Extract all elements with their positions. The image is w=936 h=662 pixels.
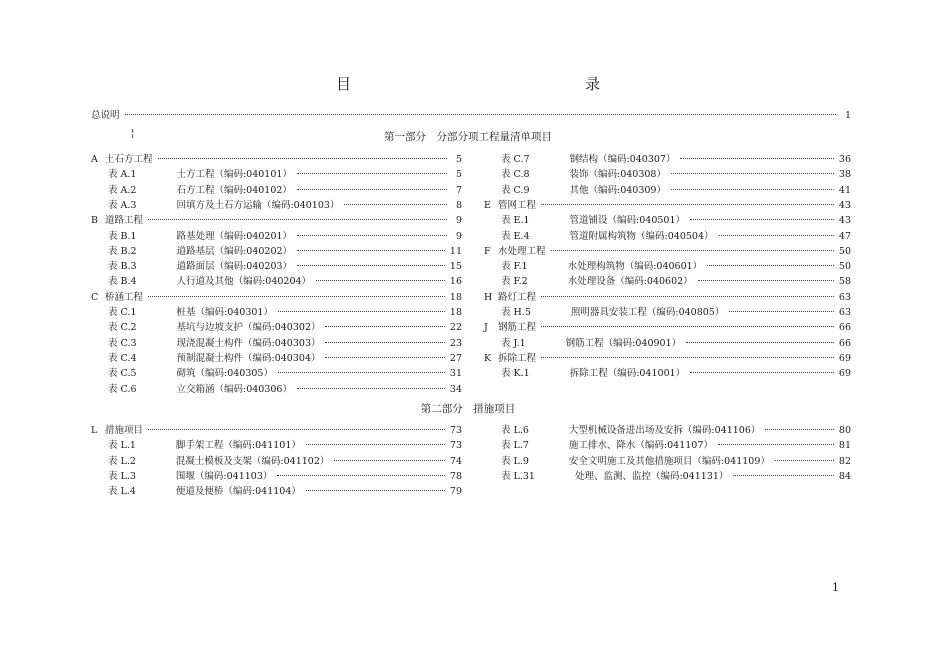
leader-dots (297, 173, 447, 174)
toc-entry-page: 27 (449, 352, 462, 364)
toc-entry[interactable] (484, 215, 851, 227)
toc-entry-page: 82 (838, 455, 851, 467)
toc-entry-label: 混凝土模板及支架（编码:041102） (175, 455, 330, 467)
toc-entry[interactable] (91, 231, 462, 243)
toc-entry-code: 表 B.1 (108, 230, 137, 242)
toc-entry-page: 50 (838, 261, 851, 273)
leader-dots (325, 326, 444, 327)
toc-entry-label: 路灯工程 (498, 291, 537, 303)
leader-dots (278, 311, 445, 312)
toc-entry[interactable] (484, 292, 851, 304)
toc-entry-page: 66 (838, 337, 851, 349)
toc-entry-label: 管网工程 (498, 199, 537, 211)
toc-entry-page: 43 (838, 199, 851, 211)
toc-entry-page: 7 (455, 184, 462, 196)
toc-entry-code: L (91, 425, 98, 436)
leader-dots (551, 250, 834, 251)
leader-dots (297, 388, 445, 389)
leader-dots (278, 372, 445, 373)
toc-entry-general[interactable] (91, 110, 851, 122)
toc-entry-page: 58 (838, 276, 851, 288)
toc-entry-page: 69 (838, 368, 851, 380)
toc-entry[interactable] (484, 471, 851, 483)
toc-entry-page: 23 (449, 337, 462, 349)
toc-entry-label: 措施项目 (105, 425, 144, 436)
toc-entry-page: 79 (449, 486, 462, 498)
leader-dots (316, 280, 445, 281)
toc-entry[interactable] (91, 338, 462, 350)
toc-entry[interactable] (91, 322, 462, 334)
leader-dots (306, 490, 445, 491)
leader-dots (148, 296, 445, 297)
toc-entry-label: 便道及便桥（编码:041104） (175, 486, 301, 498)
toc-entry-code: B (91, 215, 98, 227)
leader-dots (719, 235, 834, 236)
toc-entry-code: 表 A.1 (108, 169, 137, 181)
toc-entry[interactable] (91, 292, 462, 304)
toc-entry-label: 水处理设备（编码:040602） (567, 276, 693, 288)
leader-dots (686, 342, 834, 343)
toc-entry-page: 50 (838, 245, 851, 257)
toc-entry-label: 石方工程（编码:040102） (176, 184, 292, 196)
leader-dots (733, 475, 834, 476)
toc-entry-page: 22 (449, 322, 462, 334)
toc-entry-label: 总说明 (91, 110, 120, 121)
toc-entry[interactable] (484, 368, 851, 380)
leader-dots (148, 429, 445, 430)
toc-entry[interactable] (484, 185, 851, 197)
toc-entry-page: 31 (449, 368, 462, 380)
toc-entry[interactable] (91, 200, 462, 212)
leader-dots (690, 372, 834, 373)
toc-entry-page: 1 (844, 110, 851, 121)
toc-entry[interactable] (91, 353, 462, 365)
toc-entry-page: 73 (449, 440, 462, 452)
toc-entry-page: 16 (449, 276, 462, 288)
toc-entry-page: 38 (838, 169, 851, 181)
toc-entry-label: 钢筋工程 (498, 322, 537, 334)
part2-title: 第二部分 措施项目 (420, 403, 516, 415)
toc-entry-code: 表 C.3 (108, 337, 137, 349)
toc-entry-code: 表 E.1 (501, 215, 530, 227)
leader-dots (680, 158, 833, 159)
toc-entry-code: 表 F.2 (501, 276, 528, 288)
toc-entry-page: 66 (838, 322, 851, 334)
toc-entry-page: 74 (449, 455, 462, 467)
leader-dots (718, 444, 834, 445)
toc-entry-label: 道路基层（编码:040202） (176, 245, 293, 257)
toc-entry-code: 表 B.2 (108, 245, 137, 257)
leader-dots (690, 219, 834, 220)
toc-entry[interactable] (484, 261, 851, 273)
toc-entry-code: 表 L.9 (501, 455, 529, 467)
toc-entry[interactable] (91, 307, 462, 319)
leader-dots (541, 357, 834, 358)
toc-entry-label: 回填方及土石方运输（编码:040103） (176, 199, 340, 211)
leader-dots (125, 114, 836, 115)
toc-entry-page: 5 (455, 154, 462, 165)
toc-entry[interactable] (484, 231, 851, 243)
margin-mark: ¦ (131, 128, 135, 139)
leader-dots (325, 342, 444, 343)
toc-entry[interactable] (484, 307, 851, 319)
toc-entry[interactable] (91, 368, 462, 380)
leader-dots (306, 444, 445, 445)
leader-dots (325, 357, 444, 358)
toc-entry[interactable] (484, 200, 851, 212)
toc-entry-label: 基坑与边坡支护（编码:040302） (176, 322, 321, 334)
toc-entry-code: 表 F.1 (501, 261, 528, 273)
toc-entry[interactable] (484, 338, 851, 350)
toc-entry-label: 围堰（编码:041103） (175, 470, 273, 482)
toc-entry-page: 9 (455, 230, 462, 242)
leader-dots (765, 429, 834, 430)
toc-entry[interactable] (91, 471, 462, 483)
toc-entry-code: 表 C.6 (108, 383, 137, 395)
toc-entry-code: 表 C.5 (108, 368, 137, 380)
toc-entry-label: 水处理构筑物（编码:040601） (567, 261, 703, 273)
toc-entry-page: 69 (838, 352, 851, 364)
leader-dots (148, 219, 447, 220)
toc-entry-code: H (484, 291, 493, 303)
leader-dots (541, 326, 834, 327)
toc-entry-code: 表 L.7 (501, 440, 529, 452)
toc-entry-label: 钢筋工程（编码:040901） (565, 337, 682, 349)
toc-entry-code: 表 H.5 (501, 307, 531, 318)
toc-entry[interactable] (91, 215, 462, 227)
toc-entry[interactable] (91, 246, 462, 258)
toc-entry-label: 桩基（编码:040301） (176, 307, 273, 318)
leader-dots (729, 311, 834, 312)
toc-entry-label: 土石方工程 (105, 154, 153, 165)
leader-dots (344, 204, 447, 205)
leader-dots (297, 189, 447, 190)
toc-entry-page: 36 (838, 154, 851, 165)
toc-entry[interactable] (484, 322, 851, 334)
toc-entry-code: 表 C.2 (108, 322, 137, 334)
toc-entry[interactable] (91, 456, 462, 468)
toc-entry-label: 管道附属构筑物（编码:040504） (569, 230, 714, 242)
toc-entry-label: 装饰（编码:040308） (569, 169, 666, 181)
toc-entry[interactable] (91, 185, 462, 197)
toc-entry[interactable] (484, 425, 851, 437)
toc-entry-code: 表 L.3 (108, 470, 136, 482)
toc-entry-code: J (484, 322, 488, 334)
toc-entry-label: 管道铺设（编码:040501） (569, 215, 685, 227)
toc-entry-page: 63 (838, 291, 851, 303)
toc-entry-code: 表 A.2 (108, 184, 137, 196)
toc-entry-label: 路基处理（编码:040201） (176, 230, 293, 242)
toc-entry-label: 道路工程 (105, 215, 144, 227)
toc-entry-page: 18 (449, 291, 462, 303)
toc-entry-code: 表 L.6 (501, 425, 529, 436)
leader-dots (158, 158, 447, 159)
toc-entry-label: 钢结构（编码:040307） (569, 154, 676, 165)
toc-entry-label: 砌筑（编码:040305） (176, 368, 273, 380)
toc-entry[interactable] (91, 425, 462, 437)
toc-entry-code: 表 C.9 (501, 184, 530, 196)
leader-dots (698, 280, 834, 281)
toc-entry-code: 表 A.3 (108, 199, 137, 211)
toc-entry-page: 63 (838, 307, 851, 318)
toc-entry[interactable] (484, 353, 851, 365)
toc-entry[interactable] (484, 169, 851, 181)
toc-entry-code: 表 L.4 (108, 486, 136, 498)
toc-entry-code: 表 B.3 (108, 261, 137, 273)
toc-entry-label: 施工排水、降水（编码:041107） (568, 440, 713, 452)
page-number: 1 (832, 581, 839, 594)
toc-entry-code: 表 C.7 (501, 154, 530, 165)
leader-dots (775, 460, 834, 461)
part1-title: 第一部分 分部分项工程量清单项目 (384, 131, 552, 143)
toc-entry-code: 表 E.4 (501, 230, 530, 242)
toc-entry-label: 其他（编码:040309） (569, 184, 666, 196)
toc-entry[interactable] (91, 276, 462, 288)
toc-entry-code: F (484, 245, 491, 257)
toc-entry-page: 18 (449, 307, 462, 318)
toc-entry[interactable] (91, 440, 462, 452)
leader-dots (541, 204, 834, 205)
toc-entry[interactable] (91, 486, 462, 498)
page-title: 目 录 (335, 75, 668, 93)
toc-entry-label: 照明器具安装工程（编码:040805） (570, 307, 725, 318)
toc-entry[interactable] (484, 440, 851, 452)
toc-entry-label: 桥涵工程 (105, 291, 144, 303)
toc-entry-label: 预制混凝土构件（编码:040304） (176, 352, 321, 364)
toc-entry-label: 土方工程（编码:040101） (176, 169, 292, 181)
toc-entry-page: 81 (838, 440, 851, 452)
leader-dots (297, 250, 445, 251)
toc-entry-code: K (484, 352, 492, 364)
toc-entry-label: 处理、监测、监控（编码:041131） (574, 470, 729, 482)
leader-dots (707, 265, 834, 266)
toc-entry-page: 8 (455, 199, 462, 211)
toc-entry-code: C (91, 291, 99, 303)
toc-entry-page: 5 (455, 169, 462, 181)
toc-entry[interactable] (91, 154, 462, 166)
leader-dots (334, 460, 445, 461)
toc-entry-page: 73 (449, 425, 462, 436)
leader-dots (297, 235, 447, 236)
toc-entry[interactable] (91, 169, 462, 181)
toc-entry-page: 78 (449, 470, 462, 482)
toc-entry-label: 水处理工程 (498, 245, 546, 257)
toc-entry-label: 脚手架工程（编码:041101） (175, 440, 301, 452)
toc-entry-label: 现浇混凝土构件（编码:040303） (176, 337, 321, 349)
toc-entry-code: 表 K.1 (501, 368, 530, 380)
toc-entry-label: 拆除工程（编码:041001） (569, 368, 686, 380)
toc-entry-page: 43 (838, 215, 851, 227)
toc-entry[interactable] (91, 261, 462, 273)
toc-entry-code: A (91, 154, 98, 165)
leader-dots (277, 475, 445, 476)
toc-entry-page: 11 (449, 245, 462, 257)
toc-entry-page: 84 (838, 470, 851, 482)
toc-entry-page: 41 (838, 184, 851, 196)
toc-entry[interactable] (484, 154, 851, 166)
toc-entry-page: 34 (449, 383, 462, 395)
toc-entry-label: 人行道及其他（编码:040204） (176, 276, 312, 288)
toc-entry-page: 80 (838, 425, 851, 436)
toc-entry-code: 表 J.1 (501, 337, 526, 349)
toc-entry-label: 拆除工程 (498, 352, 537, 364)
toc-entry-page: 47 (838, 230, 851, 242)
toc-entry-page: 9 (455, 215, 462, 227)
leader-dots (671, 189, 834, 190)
toc-entry-code: 表 B.4 (108, 276, 137, 288)
toc-entry-label: 道路面层（编码:040203） (176, 261, 293, 273)
toc-entry-code: 表 C.8 (501, 169, 530, 181)
toc-entry-code: 表 C.4 (108, 352, 137, 364)
toc-entry[interactable] (484, 246, 851, 258)
toc-entry[interactable] (484, 456, 851, 468)
toc-entry-label: 安全文明施工及其他措施项目（编码:041109） (568, 455, 770, 467)
leader-dots (297, 265, 445, 266)
toc-entry-code: 表 C.1 (108, 307, 137, 318)
toc-entry-code: 表 L.2 (108, 455, 136, 467)
toc-entry[interactable] (484, 276, 851, 288)
leader-dots (671, 173, 834, 174)
toc-entry-page: 15 (449, 261, 462, 273)
toc-entry[interactable] (91, 384, 462, 396)
toc-entry-label: 立交箱涵（编码:040306） (176, 383, 292, 395)
toc-entry-code: E (484, 199, 491, 211)
toc-entry-label: 大型机械设备进出场及安拆（编码:041106） (568, 425, 761, 436)
toc-entry-code: 表 L.31 (501, 470, 535, 482)
leader-dots (541, 296, 834, 297)
toc-entry-code: 表 L.1 (108, 440, 136, 452)
